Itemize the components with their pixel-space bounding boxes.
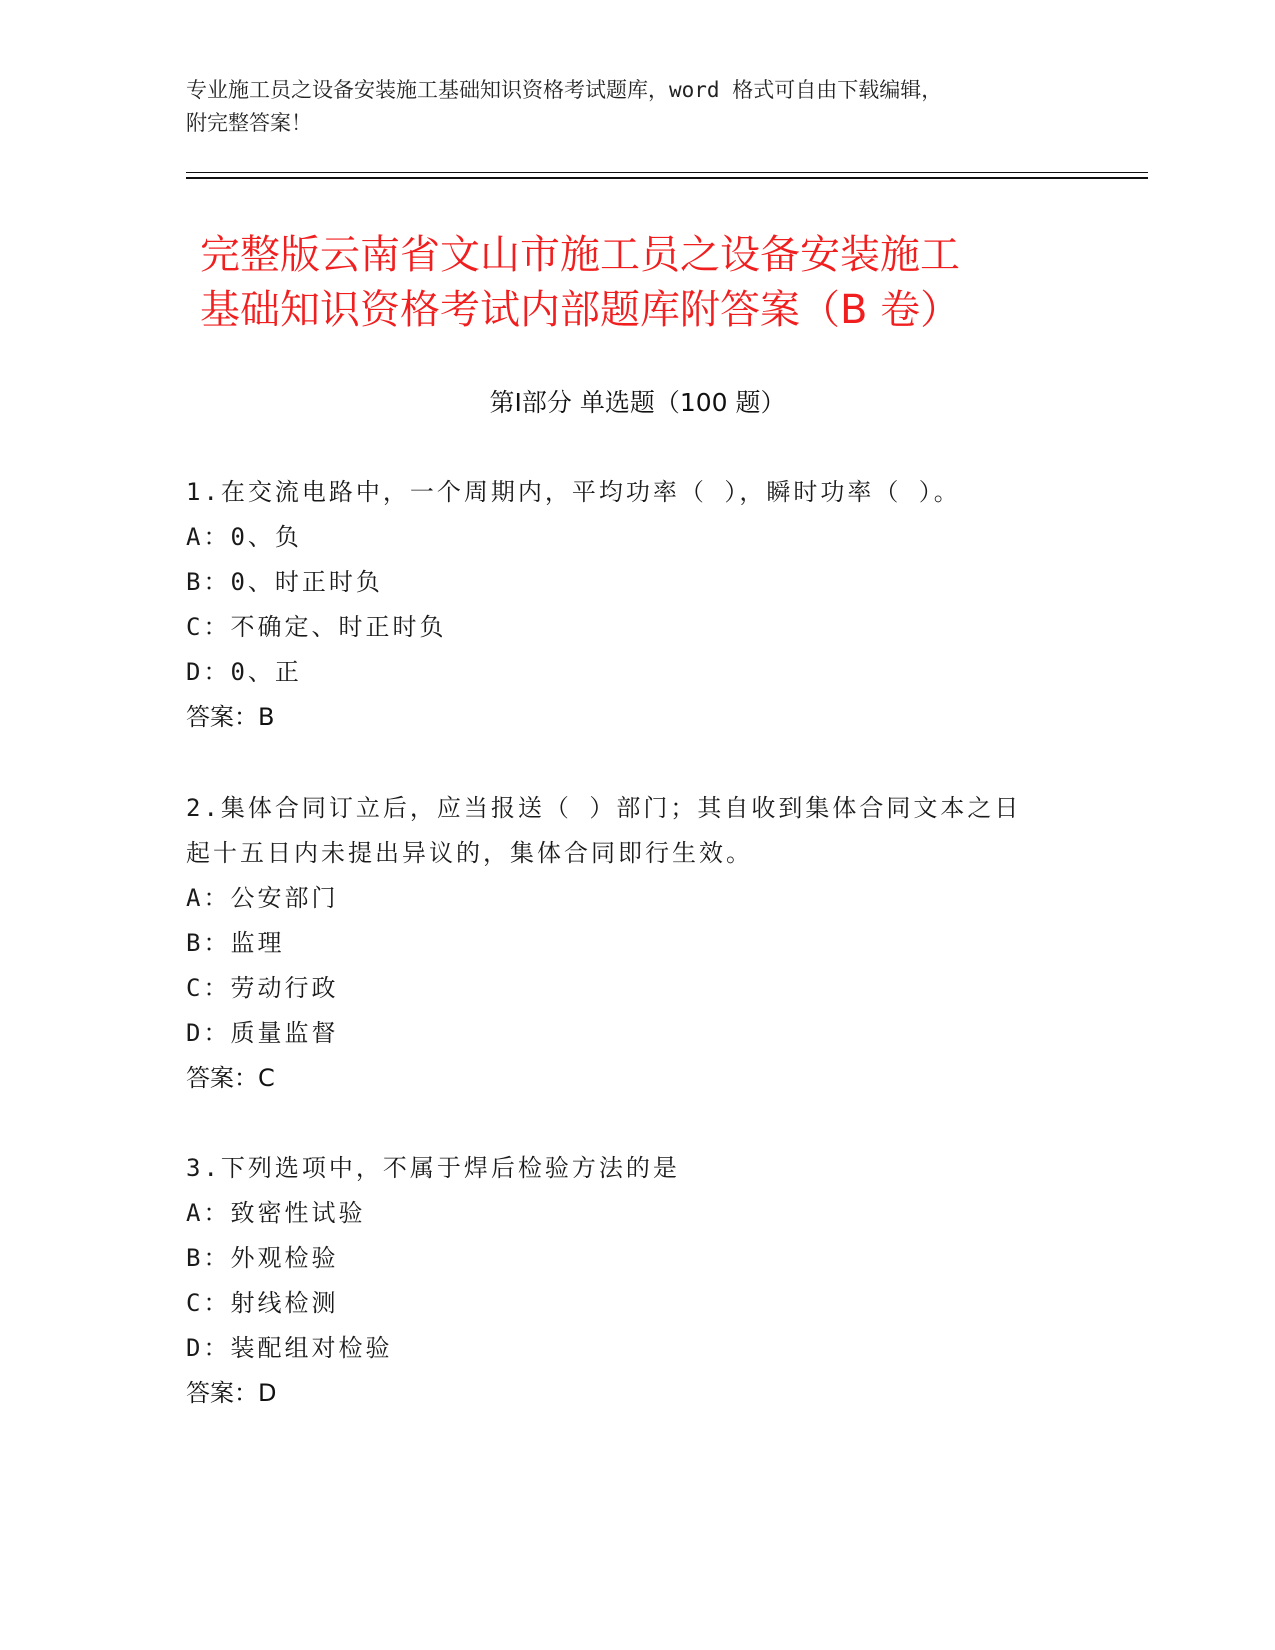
question-2 <box>186 786 1086 1101</box>
option-b: B：外观检验 <box>186 1244 339 1272</box>
question-3 <box>186 1146 1086 1416</box>
option-b: B：0、时正时负 <box>186 568 383 596</box>
document-title <box>200 228 1100 338</box>
answer: 答案：D <box>186 1379 277 1407</box>
option-a: A：公安部门 <box>186 884 339 912</box>
option-c: C：劳动行政 <box>186 974 339 1002</box>
question-1 <box>186 470 1086 740</box>
option-a: A：致密性试验 <box>186 1199 366 1227</box>
option-d: D：质量监督 <box>186 1019 339 1047</box>
header-note-line-1: 专业施工员之设备安装施工基础知识资格考试题库，word 格式可自由下载编辑， <box>186 78 943 102</box>
option-b: B：监理 <box>186 929 285 957</box>
header-divider-thick <box>186 177 1148 179</box>
document-title-line-1: 完整版云南省文山市施工员之设备安装施工 <box>200 232 960 278</box>
question-stem-continued: 起十五日内未提出异议的，集体合同即行生效。 <box>186 839 753 867</box>
question-stem: 2.集体合同订立后，应当报送（ ）部门；其自收到集体合同文本之日 <box>186 794 1022 822</box>
option-c: C：不确定、时正时负 <box>186 613 447 641</box>
option-d: D：装配组对检验 <box>186 1334 393 1362</box>
question-stem: 3.下列选项中，不属于焊后检验方法的是 <box>186 1154 680 1182</box>
document-title-line-2: 基础知识资格考试内部题库附答案（B 卷） <box>200 287 961 333</box>
header-note-line-2: 附完整答案！ <box>186 111 312 135</box>
option-a: A：0、负 <box>186 523 302 551</box>
option-c: C：射线检测 <box>186 1289 339 1317</box>
section-title: 第Ⅰ部分 单选题（100 题） <box>489 388 786 417</box>
header-note <box>186 74 1086 140</box>
answer: 答案：B <box>186 703 275 731</box>
answer: 答案：C <box>186 1064 275 1092</box>
header-divider-thin <box>186 172 1148 173</box>
option-d: D：0、正 <box>186 658 302 686</box>
question-stem: 1.在交流电路中，一个周期内，平均功率（ ），瞬时功率（ ）。 <box>186 478 961 506</box>
